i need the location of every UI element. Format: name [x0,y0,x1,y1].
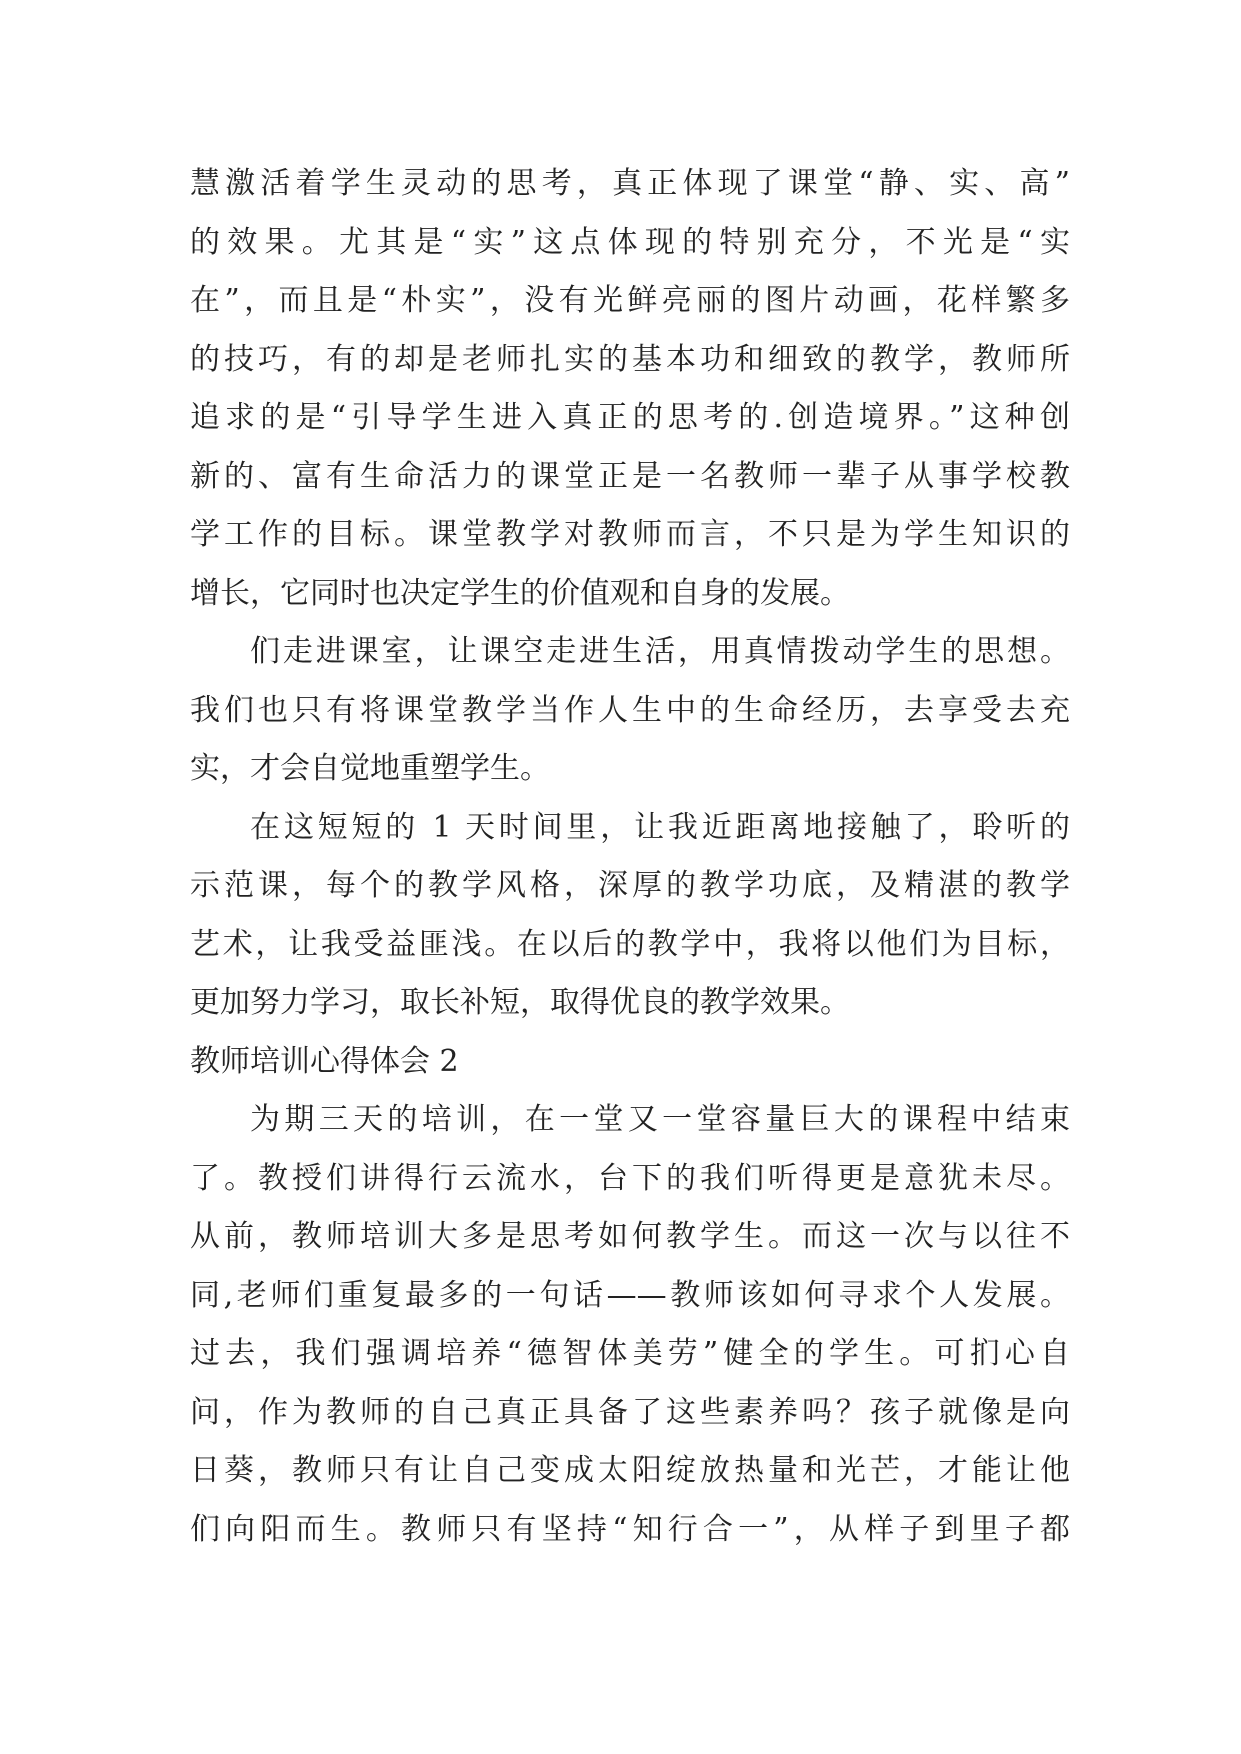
paragraph-line: 的技巧，有的却是老师扎实的基本功和细致的教学，教师所 [190,341,1070,377]
paragraph-line: 在”，而且是“朴实”，没有光鲜亮丽的图片动画，花样繁多 [190,283,1070,318]
paragraph-line: 为期三天的培训，在一堂又一堂容量巨大的课程中结束 [250,1102,1070,1137]
paragraph-line: 学工作的目标。课堂教学对教师而言，不只是为学生知识的 [190,517,1070,552]
document-body [190,155,1070,1559]
paragraph-line: 的效果。尤其是“实”这点体现的特别充分，不光是“实 [190,224,1070,260]
paragraph-line: 在这短短的 1 天时间里，让我近距离地接触了，聆听的 [250,809,1070,845]
paragraph-line: 同,老师们重复最多的一句话——教师该如何寻求个人发展。 [190,1277,1070,1313]
paragraph-line: 更加努力学习，取长补短，取得优良的教学效果。 [190,985,850,1020]
paragraph-line: 们向阳而生。教师只有坚持“知行合一”，从样子到里子都 [190,1511,1070,1547]
paragraph-line: 过去，我们强调培养“德智体美劳”健全的学生。可扪心自 [190,1336,1070,1371]
paragraph-line: 我们也只有将课堂教学当作人生中的生命经历，去享受去充 [190,692,1070,728]
paragraph-line: 实，才会自觉地重塑学生。 [190,751,550,786]
paragraph-line: 问，作为教师的自己真正具备了这些素养吗？孩子就像是向 [190,1394,1070,1430]
paragraph-line: 们走进课室，让课空走进生活，用真情拨动学生的思想。 [250,634,1070,669]
paragraph-line: 增长，它同时也决定学生的价值观和自身的发展。 [190,575,850,611]
paragraph-line: 日葵，教师只有让自己变成太阳绽放热量和光芒，才能让他 [190,1453,1070,1488]
paragraph-line: 追求的是“引导学生进入真正的思考的.创造境界。”这种创 [190,400,1070,435]
paragraph-line: 从前，教师培训大多是思考如何教学生。而这一次与以往不 [190,1219,1070,1254]
paragraph-line: 新的、富有生命活力的课堂正是一名教师一辈子从事学校教 [190,458,1070,494]
section-heading: 教师培训心得体会 2 [190,1043,459,1079]
paragraph-line: 艺术，让我受益匪浅。在以后的教学中，我将以他们为目标， [190,926,1070,962]
paragraph-line: 示范课，每个的教学风格，深厚的教学功底，及精湛的教学 [190,868,1070,903]
paragraph-line: 了。教授们讲得行云流水，台下的我们听得更是意犹未尽。 [190,1160,1070,1196]
paragraph-line: 慧激活着学生灵动的思考，真正体现了课堂“静、实、高” [190,166,1070,201]
